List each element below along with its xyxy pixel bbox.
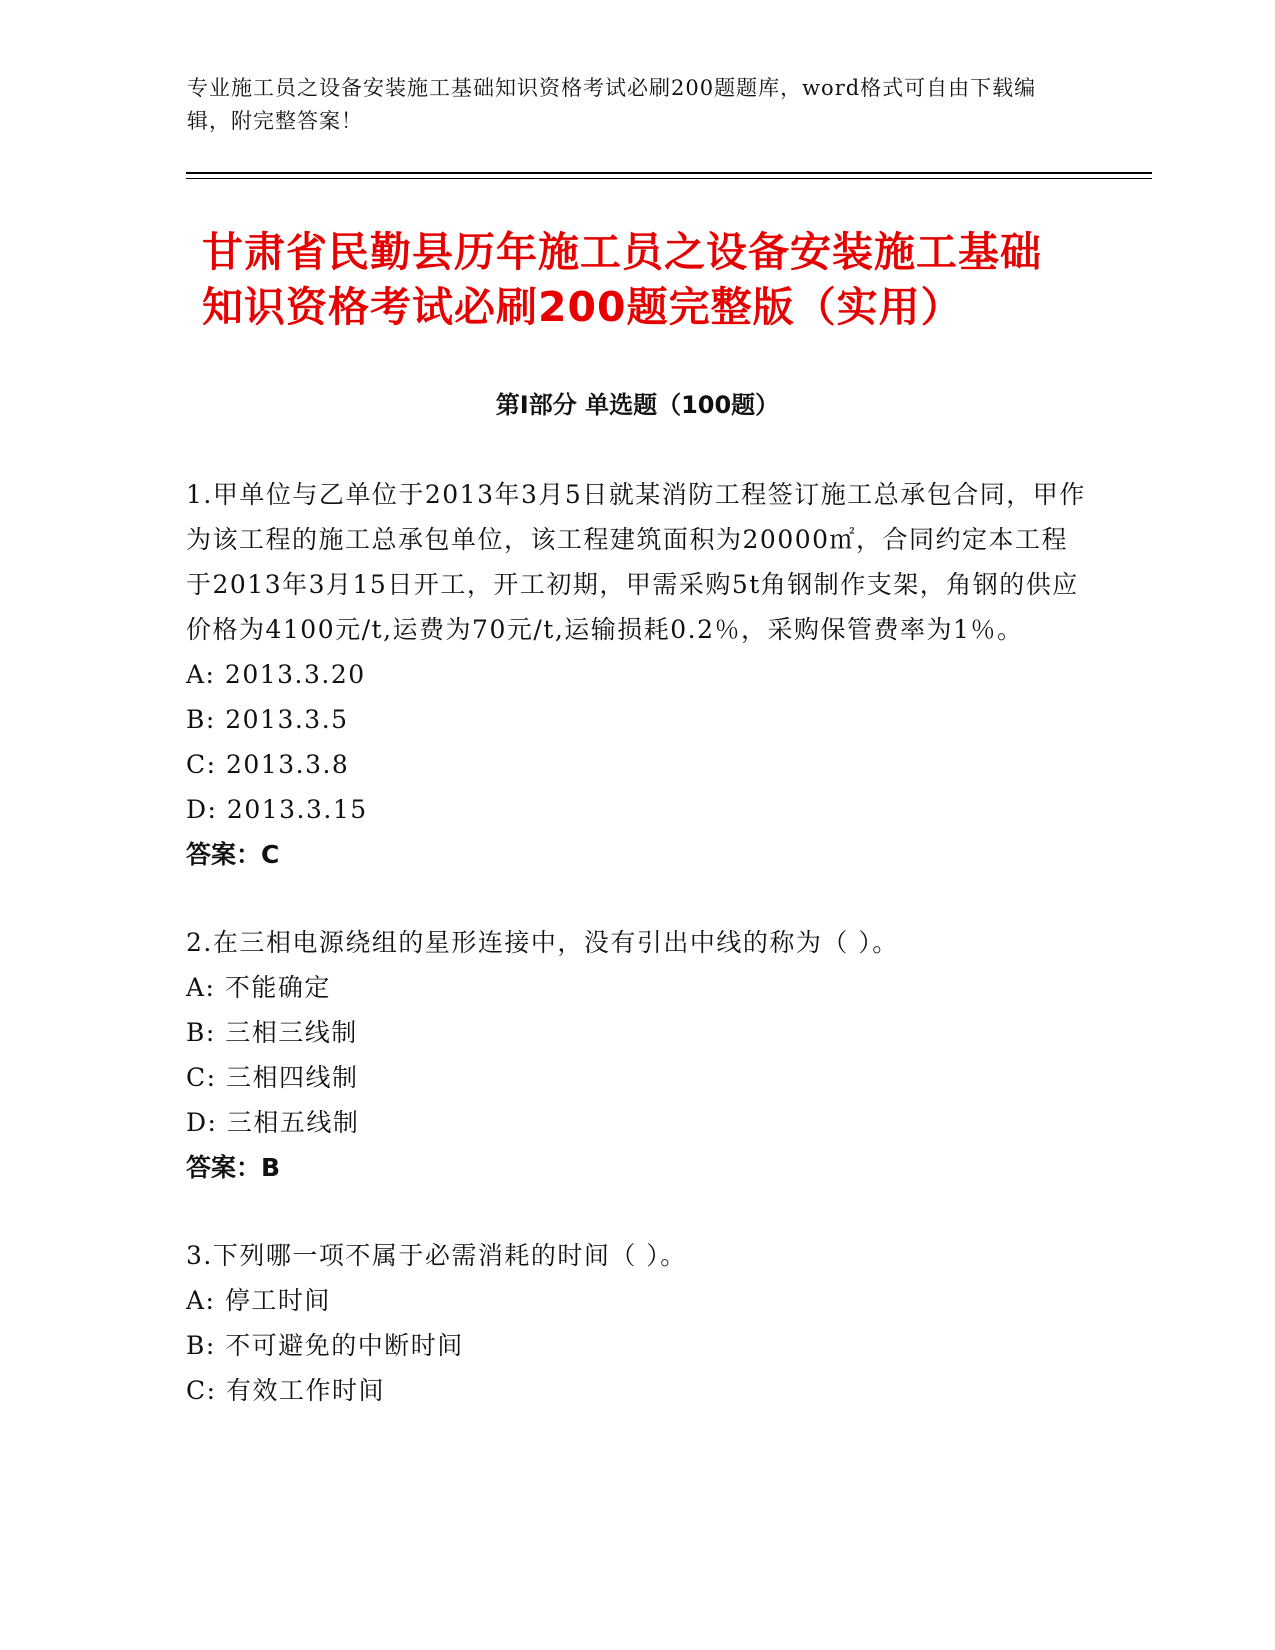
option-a: A: 2013.3.20	[186, 660, 366, 689]
answer-value: B	[261, 1153, 281, 1182]
header-rule	[186, 172, 1152, 174]
answer-label: 答案：	[186, 1153, 262, 1182]
option-b: B: 不可避免的中断时间	[186, 1331, 464, 1360]
document-title: 甘肃省民勤县历年施工员之设备安装施工基础知识资格考试必刷200题完整版（实用）	[202, 228, 1042, 331]
option-b: B: 2013.3.5	[186, 705, 349, 734]
answer	[186, 1145, 1086, 1190]
answer-value: C	[261, 840, 280, 869]
option-a: A: 不能确定	[186, 973, 331, 1002]
header-note: 专业施工员之设备安装施工基础知识资格考试必刷200题题库，word格式可自由下载编辑，附完整答案！	[187, 76, 1037, 133]
question-text: 2.在三相电源绕组的星形连接中，没有引出中线的称为（ ）。	[186, 928, 899, 957]
option-c: C: 2013.3.8	[186, 750, 350, 779]
header-rule-thin	[186, 178, 1152, 179]
question-text: 3.下列哪一项不属于必需消耗的时间（ ）。	[186, 1241, 687, 1270]
option-c: C: 三相四线制	[186, 1063, 359, 1092]
option-d: D: 2013.3.15	[186, 795, 368, 824]
question-2	[186, 920, 1086, 1190]
answer	[186, 832, 1086, 877]
question-list	[186, 472, 1086, 1413]
answer-label: 答案：	[186, 840, 262, 869]
option-b: B: 三相三线制	[186, 1018, 358, 1047]
question-1	[186, 472, 1086, 877]
question-text: 1.甲单位与乙单位于2013年3月5日就某消防工程签订施工总承包合同，甲作为该工程的施工总承包单位，该工程建筑面积为20000㎡，合同约定本工程于2013年3月15日开工，开工初期，甲需采购5t角钢制作支架，角钢的供应价格为4100元/t,运费为70元/t,运输损耗0.2％，采购保管费率为1％。	[186, 480, 1086, 644]
option-c: C: 有效工作时间	[186, 1376, 385, 1405]
option-a: A: 停工时间	[186, 1286, 331, 1315]
option-d: D: 三相五线制	[186, 1108, 360, 1137]
section-heading: 第I部分 单选题（100题）	[495, 391, 780, 419]
question-3	[186, 1233, 1086, 1413]
